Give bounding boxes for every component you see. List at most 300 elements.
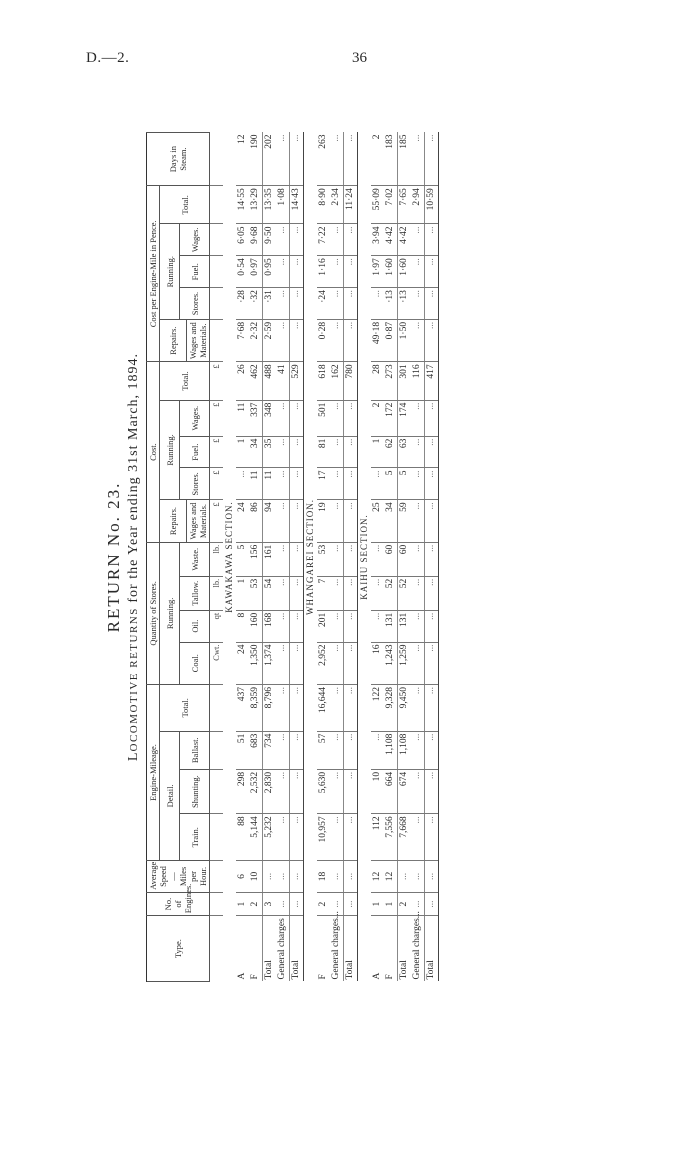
cell-type: General charges... [412, 911, 422, 980]
cell-tallow: ... [276, 576, 290, 610]
cell-waste: ... [330, 542, 344, 576]
table-header [147, 133, 210, 982]
cell-cpm-repairs: 1·50 [398, 319, 412, 361]
cell-fuel: ... [276, 436, 290, 468]
header-cost-per-engine-mile: Cost per Engine-Mile in Pence. [147, 186, 160, 362]
cell-ballast: 734 [263, 731, 277, 769]
section-heading: KAIHU SECTION. [359, 514, 369, 600]
cell-total-cost: 273 [384, 362, 398, 400]
cell-shunting: ... [290, 769, 304, 814]
cell-stores: ... [344, 468, 358, 500]
cell-ballast: ... [276, 731, 290, 769]
table-row [276, 133, 290, 982]
header-mileage-detail: Detail. [160, 731, 180, 860]
cell-repairs: 86 [249, 500, 263, 542]
cell-cpm-wages: 6·05 [236, 224, 249, 256]
locomotive-returns-table [146, 132, 439, 982]
table-title [126, 132, 142, 982]
cell-cpm-fuel: ... [344, 256, 358, 288]
table-row [398, 133, 412, 982]
section-heading-row [223, 133, 236, 982]
cell-tallow: 52 [398, 576, 412, 610]
table-row [317, 133, 330, 982]
cell-coal: ... [344, 642, 358, 684]
cell-stores: 11 [249, 468, 263, 500]
cell-type: Total [425, 916, 439, 982]
header-cost-running: Running. [160, 400, 180, 500]
cell-stores: 11 [263, 468, 277, 500]
header-cost-repairs: Repairs. [160, 500, 187, 542]
cell-cpm-repairs: ... [425, 319, 439, 361]
cell-cpm-stores: ·28 [236, 288, 249, 320]
cell-cpm-fuel: ... [411, 256, 425, 288]
cell-total-cost: 529 [290, 362, 304, 400]
cell-total-cost: 417 [425, 362, 439, 400]
cell-train: ... [344, 814, 358, 861]
cell-cpm-stores: ·24 [317, 288, 330, 320]
cell-wages: ... [330, 400, 344, 436]
cell-repairs: 25 [371, 500, 384, 542]
cell-cpm-stores: ·13 [384, 288, 398, 320]
cell-oil: ... [290, 610, 304, 642]
cell-fuel: 62 [384, 436, 398, 468]
cell-coal: 1,243 [384, 642, 398, 684]
cell-stores: 5 [398, 468, 412, 500]
header-mileage-total: Total. [160, 684, 210, 731]
cell-waste: ... [290, 542, 304, 576]
table-row [330, 133, 344, 982]
cell-ballast: 683 [249, 731, 263, 769]
cell-cpm-fuel: 0·97 [249, 256, 263, 288]
cell-days: 183 [384, 133, 398, 186]
cell-speed: ... [276, 861, 290, 893]
cell-ballast: ... [344, 731, 358, 769]
cell-waste: ... [344, 542, 358, 576]
cell-shunting: 674 [398, 769, 412, 814]
cell-days: 202 [263, 133, 277, 186]
table-row [344, 133, 358, 982]
cell-oil: 160 [249, 610, 263, 642]
cell-repairs: 94 [263, 500, 277, 542]
cell-shunting: ... [425, 769, 439, 814]
cell-oil: ... [411, 610, 425, 642]
cell-fuel: ... [290, 436, 304, 468]
cell-tallow: ... [344, 576, 358, 610]
cell-tallow: 1 [236, 576, 249, 610]
cell-total-miles: 9,450 [398, 684, 412, 731]
cell-fuel: 35 [263, 436, 277, 468]
cell-coal: ... [411, 642, 425, 684]
cell-cpm-fuel: ... [330, 256, 344, 288]
cell-speed: ... [344, 861, 358, 893]
cell-speed: ... [330, 861, 344, 893]
cell-total-miles: ... [344, 684, 358, 731]
cell-repairs: 59 [398, 500, 412, 542]
cell-cpm-total: 13·35 [263, 186, 277, 224]
cell-repairs: 34 [384, 500, 398, 542]
cell-waste: 53 [317, 542, 330, 576]
header-train: Train. [180, 814, 210, 861]
unit-qt: qt [210, 610, 224, 642]
header-average-speed: Average Speed — Miles per Hour. [147, 861, 210, 893]
cell-no: 1 [371, 892, 384, 915]
cell-cpm-repairs: 0·28 [317, 319, 330, 361]
cell-total-cost: 162 [330, 362, 344, 400]
cell-type: Total [398, 916, 412, 982]
cell-waste: 60 [398, 542, 412, 576]
cell-ballast: 1,108 [384, 731, 398, 769]
cell-cpm-repairs: ... [276, 319, 290, 361]
cell-type: Total [263, 916, 277, 982]
cell-shunting: ... [330, 769, 344, 814]
cell-waste: 161 [263, 542, 277, 576]
cell-type: General charges [277, 918, 287, 980]
table-row [371, 133, 384, 982]
header-coal: Coal. [180, 642, 210, 684]
cell-fuel: ... [411, 436, 425, 468]
cell-cpm-stores: ... [344, 288, 358, 320]
header-engine-mileage: Engine-Mileage. [147, 684, 160, 860]
cell-total-cost: 301 [398, 362, 412, 400]
cell-no: 2 [317, 892, 330, 915]
cell-speed: ... [398, 861, 412, 893]
cell-total-cost: 618 [317, 362, 330, 400]
cell-type: A [237, 972, 247, 980]
table-row [411, 133, 425, 982]
cell-coal: ... [276, 642, 290, 684]
cell-train: ... [425, 814, 439, 861]
header-no-engines: No. of Engines. [147, 892, 210, 915]
section-heading: KAWAKAWA SECTION. [224, 501, 234, 613]
cell-stores: ... [411, 468, 425, 500]
unit-pound-repairs: £ [210, 500, 224, 542]
cell-type: F [385, 974, 395, 980]
header-oil: Oil. [180, 610, 210, 642]
cell-wages: ... [290, 400, 304, 436]
cell-fuel: 34 [249, 436, 263, 468]
cell-train: ... [411, 814, 425, 861]
cell-days: 185 [398, 133, 412, 186]
cell-repairs: ... [425, 500, 439, 542]
cell-cpm-wages: 3·94 [371, 224, 384, 256]
header-cost-stores: Stores. [180, 468, 210, 500]
unit-lb-tallow: lb. [210, 576, 224, 610]
cell-shunting: 298 [236, 769, 249, 814]
cell-train: 7,556 [384, 814, 398, 861]
cell-tallow: 52 [384, 576, 398, 610]
cell-cpm-stores: ... [276, 288, 290, 320]
cell-stores: ... [425, 468, 439, 500]
cell-shunting: 664 [384, 769, 398, 814]
cell-no: ... [344, 892, 358, 915]
cell-coal: 16 [371, 642, 384, 684]
cell-oil: 168 [263, 610, 277, 642]
header-waste: Waste. [180, 542, 210, 576]
cell-wages: 348 [263, 400, 277, 436]
cell-coal: ... [290, 642, 304, 684]
cell-coal: 2,952 [317, 642, 330, 684]
cell-days: 190 [249, 133, 263, 186]
cell-train: ... [276, 814, 290, 861]
cell-days: 12 [236, 133, 249, 186]
cell-cpm-repairs: 49·18 [371, 319, 384, 361]
cell-coal: 1,259 [398, 642, 412, 684]
cell-type: Total [344, 916, 358, 982]
cell-ballast: ... [425, 731, 439, 769]
cell-no: ... [290, 892, 304, 915]
cell-tallow: ... [425, 576, 439, 610]
cell-total-miles: 8,796 [263, 684, 277, 731]
cell-stores: ... [276, 468, 290, 500]
cell-cpm-total: 14·43 [290, 186, 304, 224]
cell-oil: ... [425, 610, 439, 642]
cell-cpm-repairs: 2·32 [249, 319, 263, 361]
cell-cpm-total: 7·02 [384, 186, 398, 224]
cell-repairs: ... [290, 500, 304, 542]
cell-repairs: ... [344, 500, 358, 542]
cell-waste: 156 [249, 542, 263, 576]
cell-total-miles: ... [411, 684, 425, 731]
cell-oil: ... [276, 610, 290, 642]
cell-waste: ... [411, 542, 425, 576]
unit-lb-waste: lb. [210, 542, 224, 576]
cell-cpm-fuel: 1·16 [317, 256, 330, 288]
unit-pound-wages: £ [210, 400, 224, 436]
cell-wages: ... [344, 400, 358, 436]
cell-ballast: ... [371, 731, 384, 769]
cell-no: ... [276, 892, 290, 915]
cell-waste: ... [425, 542, 439, 576]
cell-fuel: ... [425, 436, 439, 468]
cell-type: F [250, 974, 260, 980]
cell-days: ... [425, 133, 439, 186]
cell-stores: ... [290, 468, 304, 500]
cell-cpm-wages: ... [425, 224, 439, 256]
cell-cpm-fuel: 1·97 [371, 256, 384, 288]
table-body [210, 133, 439, 982]
cell-speed: 12 [371, 861, 384, 893]
cell-ballast: 1,108 [398, 731, 412, 769]
header-cost-fuel: Fuel. [180, 436, 210, 468]
cell-oil: 131 [384, 610, 398, 642]
cell-total-cost: 488 [263, 362, 277, 400]
cell-ballast: ... [411, 731, 425, 769]
cell-train: 7,668 [398, 814, 412, 861]
cell-tallow: 54 [263, 576, 277, 610]
cell-total-cost: 116 [411, 362, 425, 400]
cell-cpm-wages: ... [290, 224, 304, 256]
cell-cpm-wages: 4·42 [384, 224, 398, 256]
cell-total-miles: 122 [371, 684, 384, 731]
cell-cpm-stores: ... [330, 288, 344, 320]
cell-cpm-repairs: ... [330, 319, 344, 361]
cell-stores: ... [330, 468, 344, 500]
cell-days: 2 [371, 133, 384, 186]
cell-shunting: 5,630 [317, 769, 330, 814]
cell-days: ... [276, 133, 290, 186]
header-cost-wages: Wages. [180, 400, 210, 436]
cell-train: 5,144 [249, 814, 263, 861]
cell-cpm-total: 11·24 [344, 186, 358, 224]
cell-wages: 174 [398, 400, 412, 436]
cell-shunting: ... [411, 769, 425, 814]
cell-total-miles: ... [330, 684, 344, 731]
header-cpm-running: Running. [160, 224, 180, 319]
cell-wages: ... [276, 400, 290, 436]
cell-oil: 131 [398, 610, 412, 642]
cell-tallow: ... [290, 576, 304, 610]
cell-shunting: 2,532 [249, 769, 263, 814]
cell-speed: 12 [384, 861, 398, 893]
cell-speed: ... [411, 861, 425, 893]
unit-cwt: Cwt. [210, 642, 224, 684]
cell-total-cost: 28 [371, 362, 384, 400]
cell-speed: 6 [236, 861, 249, 893]
table-title-caps: OCOMOTIVE RETURNS [128, 607, 140, 752]
cell-cpm-repairs: 2·59 [263, 319, 277, 361]
cell-ballast: 51 [236, 731, 249, 769]
cell-no: 2 [249, 892, 263, 915]
cell-cpm-wages: ... [411, 224, 425, 256]
cell-days: 263 [317, 133, 330, 186]
cell-fuel: 63 [398, 436, 412, 468]
cell-fuel: 1 [371, 436, 384, 468]
table-row [263, 133, 277, 982]
table-title-initial: L [126, 751, 141, 762]
cell-total-cost: 780 [344, 362, 358, 400]
cell-wages: 501 [317, 400, 330, 436]
cell-cpm-wages: 9·50 [263, 224, 277, 256]
cell-cpm-total: 10·59 [425, 186, 439, 224]
cell-no: 1 [384, 892, 398, 915]
table-row [425, 133, 439, 982]
cell-speed: 18 [317, 861, 330, 893]
unit-row [210, 133, 224, 982]
cell-cpm-wages: 4·42 [398, 224, 412, 256]
cell-tallow: 7 [317, 576, 330, 610]
cell-train: ... [330, 814, 344, 861]
cell-type: F [318, 974, 328, 980]
cell-fuel: ... [330, 436, 344, 468]
header-shunting: Shunting. [180, 769, 210, 814]
header-type: Type. [147, 916, 210, 982]
cell-coal: ... [425, 642, 439, 684]
cell-cpm-wages: ... [276, 224, 290, 256]
cell-total-cost: 41 [276, 362, 290, 400]
cell-no: 1 [236, 892, 249, 915]
cell-stores: 17 [317, 468, 330, 500]
cell-cpm-total: 55·09 [371, 186, 384, 224]
table-row [249, 133, 263, 982]
cell-cpm-total: 8·90 [317, 186, 330, 224]
cell-coal: 24 [236, 642, 249, 684]
cell-cpm-fuel: ... [290, 256, 304, 288]
cell-coal: ... [330, 642, 344, 684]
cell-cpm-wages: 9·68 [249, 224, 263, 256]
cell-train: 10,957 [317, 814, 330, 861]
cell-wages: 11 [236, 400, 249, 436]
cell-wages: ... [411, 400, 425, 436]
cell-repairs: ... [330, 500, 344, 542]
cell-oil: ... [330, 610, 344, 642]
header-quantity-of-stores: Quantity of Stores. [147, 542, 160, 684]
cell-total-cost: 462 [249, 362, 263, 400]
cell-cpm-repairs: ... [290, 319, 304, 361]
cell-cpm-repairs: 7·68 [236, 319, 249, 361]
cell-cpm-stores: ... [411, 288, 425, 320]
header-cost-wages-materials: Wages and Materials. [187, 500, 210, 542]
table-row [384, 133, 398, 982]
cell-no: ... [411, 892, 425, 915]
cell-no: 3 [263, 892, 277, 915]
cell-repairs: 19 [317, 500, 330, 542]
header-cpm-wages-materials: Wages and Materials. [187, 319, 210, 361]
cell-type: General charges... [331, 911, 341, 980]
cell-days: ... [344, 133, 358, 186]
cell-cpm-fuel: 0·54 [236, 256, 249, 288]
cell-oil: ... [344, 610, 358, 642]
document-reference: D.—2. [86, 50, 130, 66]
section-heading-row [358, 133, 372, 982]
cell-waste: 60 [384, 542, 398, 576]
header-cost-total: Total. [160, 362, 210, 400]
cell-oil: 201 [317, 610, 330, 642]
cell-fuel: 81 [317, 436, 330, 468]
cell-tallow: ... [330, 576, 344, 610]
cell-total-miles: 16,644 [317, 684, 330, 731]
cell-cpm-repairs: ... [411, 319, 425, 361]
cell-cpm-stores: ·31 [263, 288, 277, 320]
cell-train: 112 [371, 814, 384, 861]
cell-coal: 1,350 [249, 642, 263, 684]
header-cpm-total: Total. [160, 186, 210, 224]
cell-cpm-repairs: ... [344, 319, 358, 361]
cell-cpm-wages: ... [330, 224, 344, 256]
header-ballast: Ballast. [180, 731, 210, 769]
cell-oil: ... [371, 610, 384, 642]
cell-coal: 1,374 [263, 642, 277, 684]
cell-type: Total [290, 916, 304, 982]
cell-wages: 2 [371, 400, 384, 436]
cell-cpm-fuel: ... [276, 256, 290, 288]
table-row [236, 133, 249, 982]
cell-speed: 10 [249, 861, 263, 893]
cell-cpm-total: 1·08 [276, 186, 290, 224]
header-cpm-repairs: Repairs. [160, 319, 187, 361]
cell-total-miles: 8,359 [249, 684, 263, 731]
cell-stores: ... [236, 468, 249, 500]
cell-train: 88 [236, 814, 249, 861]
cell-total-cost: 26 [236, 362, 249, 400]
cell-cpm-stores: ... [290, 288, 304, 320]
cell-waste: 5 [236, 542, 249, 576]
header-stores-running: Running. [160, 542, 180, 684]
cell-repairs: ... [411, 500, 425, 542]
cell-total-miles: ... [425, 684, 439, 731]
rotated-table-frame [102, 132, 607, 982]
cell-no: ... [330, 892, 344, 915]
cell-oil: 8 [236, 610, 249, 642]
header-days-in-steam: Days in Steam. [147, 133, 210, 186]
cell-shunting: 10 [371, 769, 384, 814]
table-row [290, 133, 304, 982]
section-heading-row [304, 133, 318, 982]
unit-pound-fuel: £ [210, 436, 224, 468]
cell-cpm-fuel: ... [425, 256, 439, 288]
header-cpm-stores: Stores. [180, 288, 210, 320]
cell-cpm-fuel: 0·95 [263, 256, 277, 288]
cell-total-miles: ... [290, 684, 304, 731]
